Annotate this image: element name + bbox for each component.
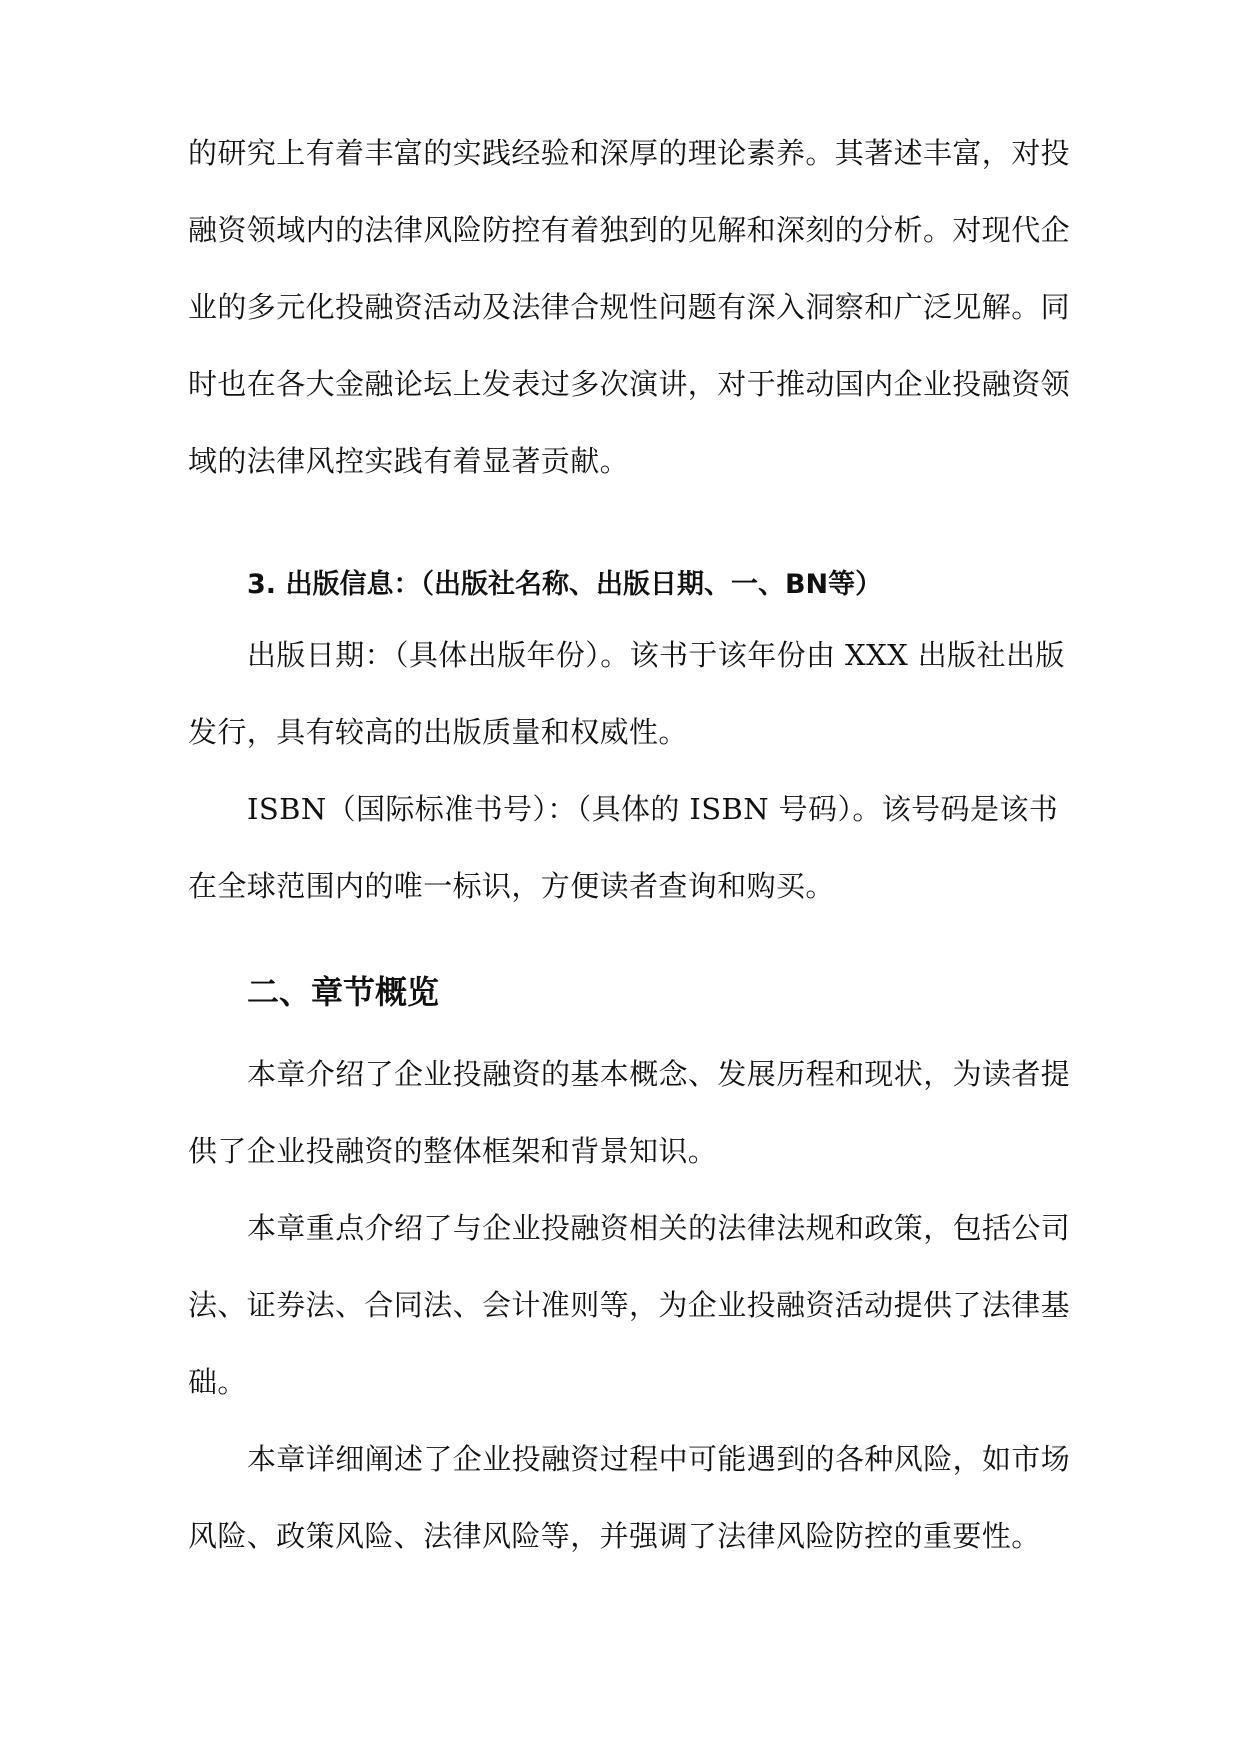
paragraph-line: 时也在各大金融论坛上发表过多次演讲，对于推动国内企业投融资领 xyxy=(188,367,1071,401)
paragraph-line: ISBN（国际标准书号）：（具体的 ISBN 号码）。该号码是该书 xyxy=(247,792,1059,826)
publication-info-heading: 3. 出版信息：（出版社名称、出版日期、一、BN等） xyxy=(247,569,883,600)
paragraph-line: 本章详细阐述了企业投融资过程中可能遇到的各种风险，如市场 xyxy=(247,1442,1071,1476)
paragraph-line: 法、证券法、合同法、会计准则等，为企业投融资活动提供了法律基 xyxy=(188,1288,1071,1322)
paragraph-line: 本章介绍了企业投融资的基本概念、发展历程和现状，为读者提 xyxy=(247,1057,1071,1091)
paragraph-line: 出版日期：（具体出版年份）。该书于该年份由 XXX 出版社出版 xyxy=(247,638,1065,672)
paragraph-line: 域的法律风控实践有着显著贡献。 xyxy=(188,444,630,478)
paragraph-line: 的研究上有着丰富的实践经验和深厚的理论素养。其著述丰富，对投 xyxy=(188,136,1071,170)
paragraph-line: 础。 xyxy=(188,1365,247,1399)
paragraph-line: 在全球范围内的唯一标识，方便读者查询和购买。 xyxy=(188,869,835,903)
paragraph-line: 融资领域内的法律风险防控有着独到的见解和深刻的分析。对现代企 xyxy=(188,213,1071,247)
paragraph-line: 发行，具有较高的出版质量和权威性。 xyxy=(188,715,688,749)
paragraph-line: 业的多元化投融资活动及法律合规性问题有深入洞察和广泛见解。同 xyxy=(188,290,1071,324)
chapter-overview-heading: 二、章节概览 xyxy=(247,973,440,1011)
paragraph-line: 本章重点介绍了与企业投融资相关的法律法规和政策，包括公司 xyxy=(247,1211,1071,1245)
paragraph-line: 风险、政策风险、法律风险等，并强调了法律风险防控的重要性。 xyxy=(188,1519,1041,1553)
paragraph-line: 供了企业投融资的整体框架和背景知识。 xyxy=(188,1134,718,1168)
